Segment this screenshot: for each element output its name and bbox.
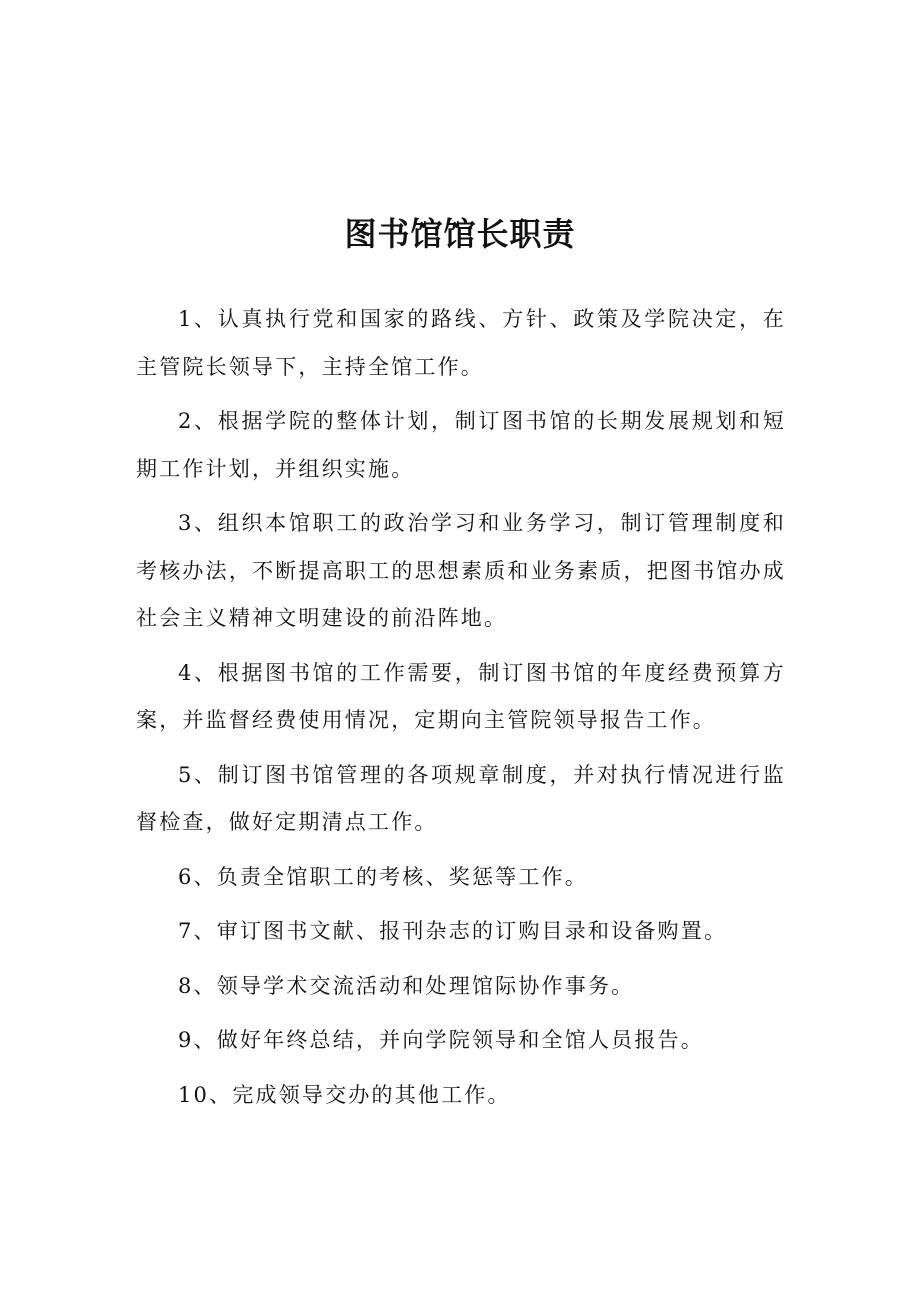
duty-item-2: 2、根据学院的整体计划，制订图书馆的长期发展规划和短期工作计划，并组织实施。 xyxy=(136,409,786,481)
duty-item-9: 9、做好年终总结，并向学院领导和全馆人员报告。 xyxy=(178,1028,704,1052)
duty-item-8: 8、领导学术交流活动和处理馆际协作事务。 xyxy=(178,973,635,998)
duty-item-5: 5、制订图书馆管理的各项规章制度，并对执行情况进行监督检查，做好定期清点工作。 xyxy=(136,762,786,834)
duty-item-3: 3、组织本馆职工的政治学习和业务学习，制订管理制度和考核办法，不断提高职工的思想素质和业务素质，把图书馆办成社会主义精神文明建设的前沿阵地。 xyxy=(136,511,786,630)
document-body xyxy=(136,296,786,1126)
document-title: 图书馆馆长职责 xyxy=(344,215,576,253)
duty-item-6: 6、负责全馆职工的考核、奖惩等工作。 xyxy=(178,864,588,889)
duty-item-4: 4、根据图书馆的工作需要，制订图书馆的年度经费预算方案，并监督经费使用情况，定期向主管院领导报告工作。 xyxy=(136,660,786,732)
duty-item-7: 7、审订图书文献、报刊杂志的订购目录和设备购置。 xyxy=(178,919,728,943)
duty-item-10: 10、完成领导交办的其他工作。 xyxy=(178,1082,511,1107)
duty-item-1: 1、认真执行党和国家的路线、方针、政策及学院决定，在主管院长领导下，主持全馆工作。 xyxy=(136,307,786,379)
